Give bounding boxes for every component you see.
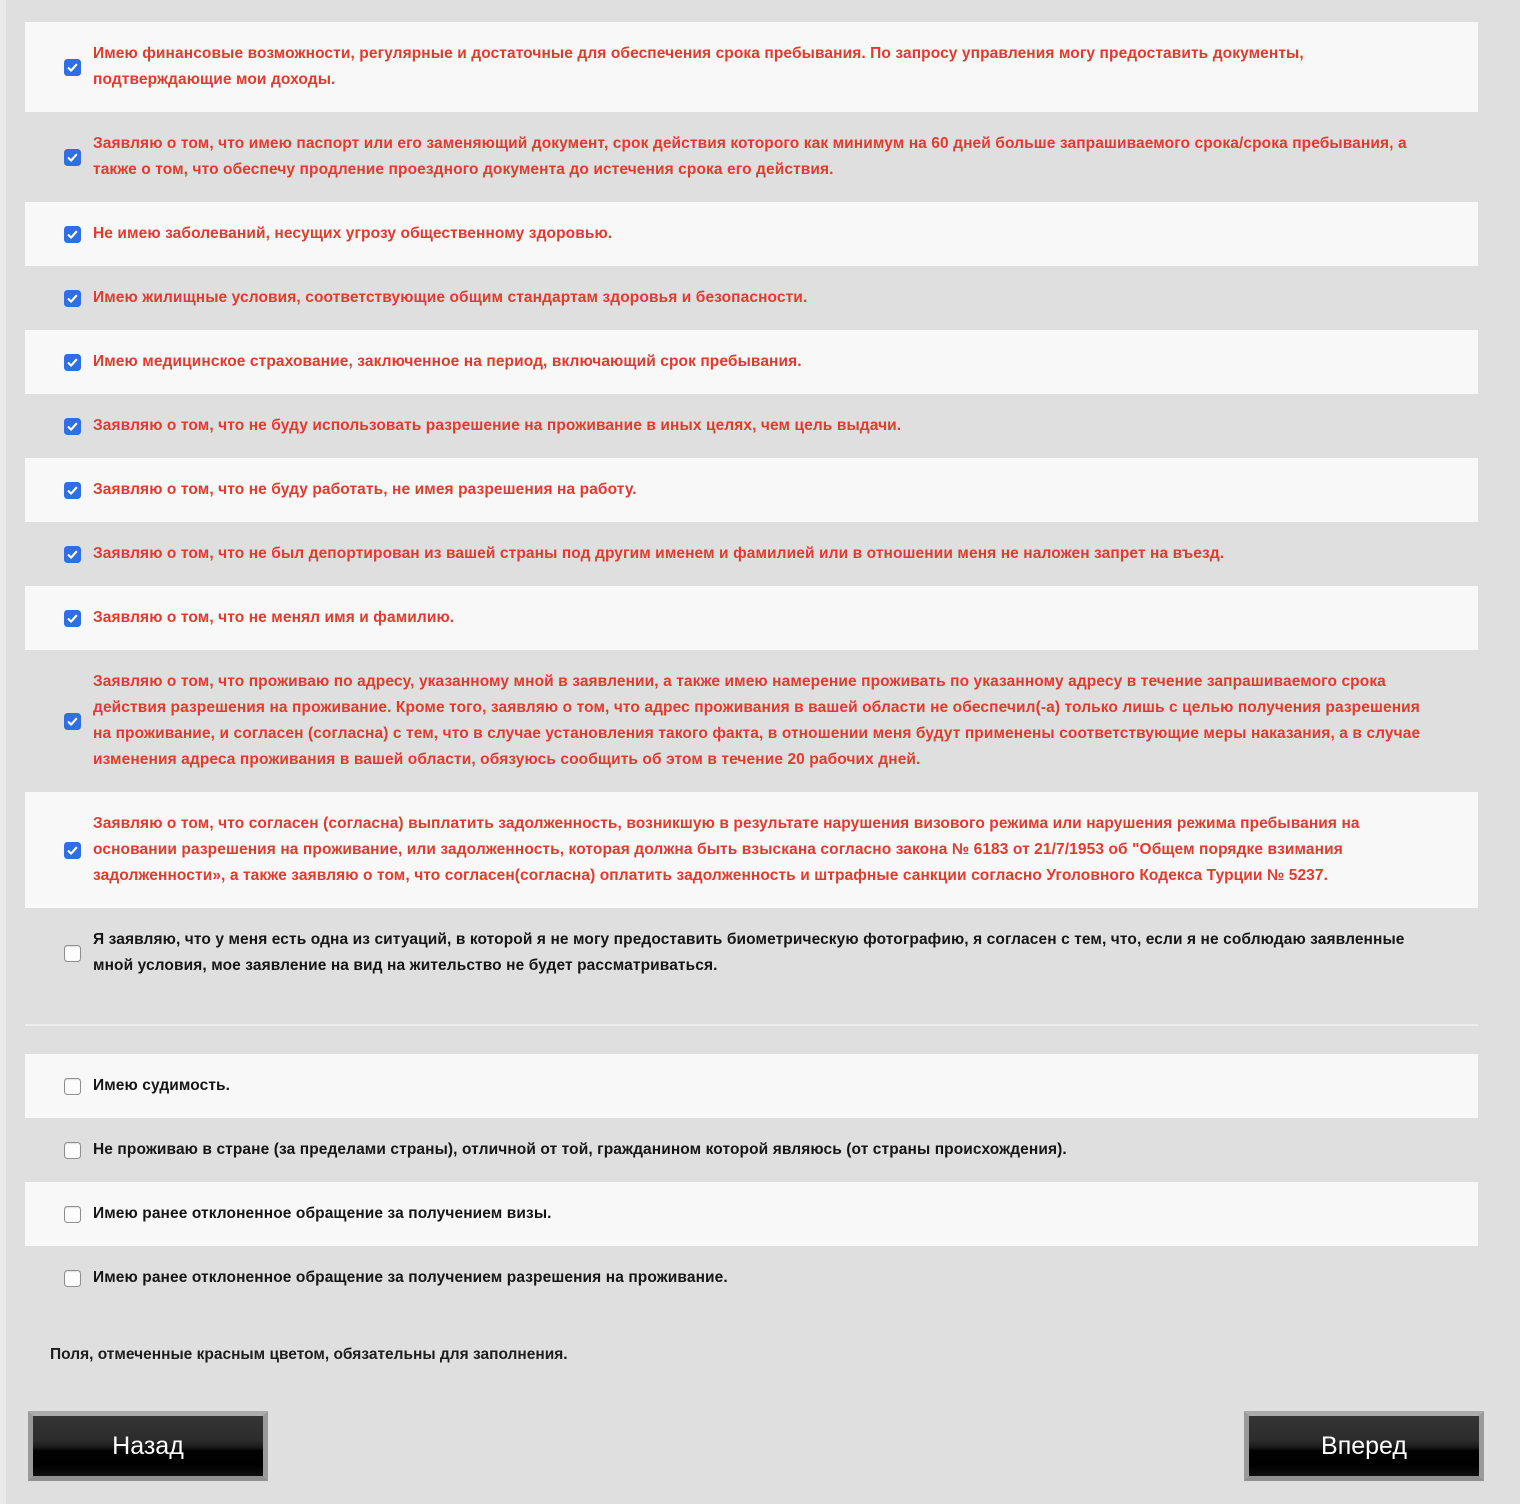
checklist-row (25, 650, 1478, 792)
checklist-row-label: Не проживаю в стране (за пределами страны), отличной от той, гражданином которой являюсь (от страны происхождения). (93, 1141, 1067, 1158)
checkbox[interactable] (64, 354, 81, 371)
checkmark-icon (66, 61, 79, 74)
checkmark-icon (66, 484, 79, 497)
checkbox[interactable] (64, 1078, 81, 1095)
checkbox[interactable] (64, 945, 81, 962)
back-button[interactable]: Назад (28, 1411, 268, 1481)
checklist-row-label: Заявляю о том, что не был депортирован из вашей страны под другим именем и фамилией или в отношении меня не наложен запрет на въезд. (93, 545, 1225, 562)
next-button[interactable]: Вперед (1244, 1411, 1484, 1481)
checklist-row-label: Имею жилищные условия, соответствующие общим стандартам здоровья и безопасности. (93, 289, 808, 306)
checkbox[interactable] (64, 1270, 81, 1287)
checklist-row (25, 22, 1478, 112)
checklist-row-label: Заявляю о том, что не буду использовать разрешение на проживание в иных целях, чем цель выдачи. (93, 417, 902, 434)
checklist-row-label: Не имею заболеваний, несущих угрозу общественному здоровью. (93, 225, 613, 242)
checkbox[interactable] (64, 713, 81, 730)
checklist-row (25, 458, 1478, 522)
checkbox[interactable] (64, 1206, 81, 1223)
checklist-row (25, 1246, 1478, 1310)
checkbox[interactable] (64, 1142, 81, 1159)
checkmark-icon (66, 356, 79, 369)
checklist-row-label: Заявляю о том, что не буду работать, не имея разрешения на работу. (93, 481, 637, 498)
checklist-row (25, 792, 1478, 908)
checklist-row (25, 1054, 1478, 1118)
section-divider (25, 1024, 1478, 1026)
checklist-row-label: Заявляю о том, что согласен (согласна) выплатить задолженность, возникшую в результате нарушения визового режима или нарушения режима пребывания на основании разрешения на проживание, или задолженность, которая должна быть взыскана согласно закона № 6183 от 21/7/1953 об "Общем порядке взимания задолженности», а также заявляю о том, что согласен(согласна) оплатить задолженность и штрафные санкции согласно Уголовного Кодекса Турции № 5237. (93, 815, 1360, 884)
checkbox[interactable] (64, 546, 81, 563)
checkmark-icon (66, 151, 79, 164)
checklist-row (25, 586, 1478, 650)
required-fields-note: Поля, отмеченные красным цветом, обязательны для заполнения. (50, 1346, 568, 1363)
checklist-row-label: Имею медицинское страхование, заключенное на период, включающий срок пребывания. (93, 353, 802, 370)
checklist-row (25, 1182, 1478, 1246)
checklist-row-label: Заявляю о том, что проживаю по адресу, указанному мной в заявлении, а также имею намерение проживать по указанному адресу в течение запрашиваемого срока действия разрешения на проживание. Кроме того, заявляю о том, что адрес проживания в вашей области не обеспечил(-а) только лишь с целью получения разрешения на проживание, и согласен (согласна) с тем, что в случае установления такого факта, в отношении меня будут применены соответствующие меры наказания, а в случае изменения адреса проживания в вашей области, обязуюсь сообщить об этом в течение 20 рабочих дней. (93, 673, 1421, 768)
checkbox[interactable] (64, 290, 81, 307)
checkbox[interactable] (64, 482, 81, 499)
checklist-row (25, 330, 1478, 394)
checklist-row (25, 266, 1478, 330)
checklist-row-label: Заявляю о том, что имею паспорт или его заменяющий документ, срок действия которого как минимум на 60 дней больше запрашиваемого срока/срока пребывания, а также о том, что обеспечу продление проездного документа до истечения срока его действия. (93, 135, 1407, 178)
checklist-row-label: Имею ранее отклоненное обращение за получением разрешения на проживание. (93, 1269, 728, 1286)
checkmark-icon (66, 228, 79, 241)
checkbox[interactable] (64, 418, 81, 435)
checkmark-icon (66, 292, 79, 305)
checklist-row (25, 1118, 1478, 1182)
checklist-row (25, 522, 1478, 586)
checkbox[interactable] (64, 610, 81, 627)
checkmark-icon (66, 548, 79, 561)
checkmark-icon (66, 844, 79, 857)
page-edge (0, 0, 6, 1504)
checklist-row (25, 112, 1478, 202)
checkmark-icon (66, 715, 79, 728)
checklist-row (25, 908, 1478, 998)
checklist-row-label: Имею финансовые возможности, регулярные и достаточные для обеспечения срока пребывания. По запросу управления могу предоставить документы, подтверждающие мои доходы. (93, 45, 1304, 88)
checklist-row-label: Имею судимость. (93, 1077, 231, 1094)
declarations-list (25, 22, 1478, 998)
form-content (25, 0, 1478, 1364)
situations-list (25, 1054, 1478, 1310)
checkbox[interactable] (64, 59, 81, 76)
checklist-row-label: Я заявляю, что у меня есть одна из ситуаций, в которой я не могу предоставить биометрическую фотографию, я согласен с тем, что, если я не соблюдаю заявленные мной условия, мое заявление на вид на жительство не будет рассматриваться. (93, 931, 1405, 974)
checklist-row-label: Заявляю о том, что не менял имя и фамилию. (93, 609, 455, 626)
checklist-row (25, 394, 1478, 458)
checkbox[interactable] (64, 842, 81, 859)
checkbox[interactable] (64, 226, 81, 243)
checkmark-icon (66, 420, 79, 433)
checkbox[interactable] (64, 149, 81, 166)
checkmark-icon (66, 612, 79, 625)
checklist-row (25, 202, 1478, 266)
checklist-row-label: Имею ранее отклоненное обращение за получением визы. (93, 1205, 552, 1222)
